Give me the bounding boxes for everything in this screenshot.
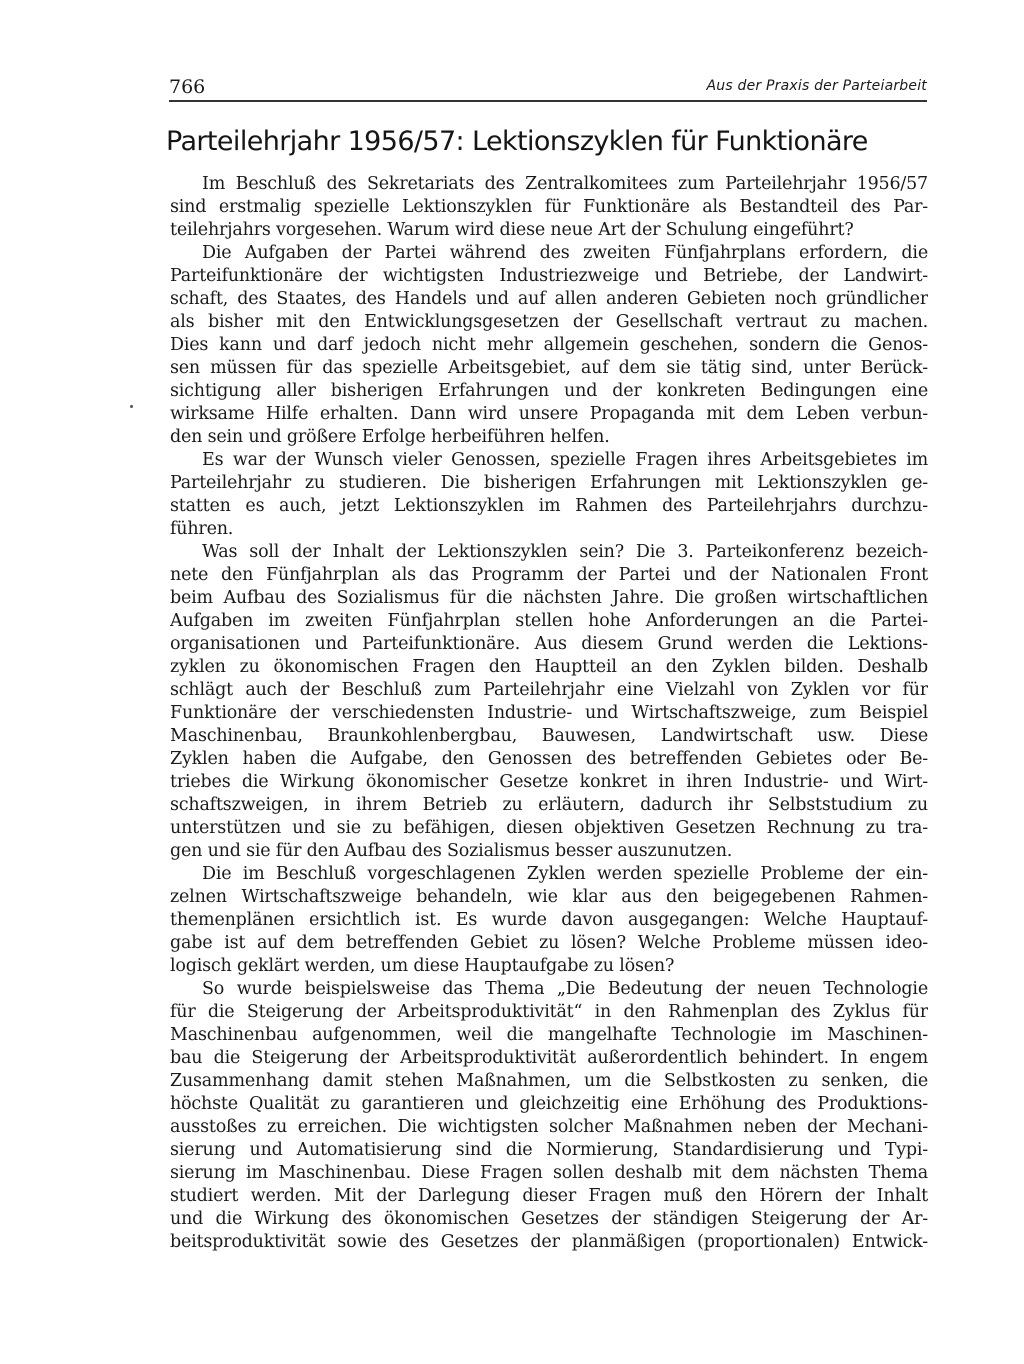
text-line: Im Beschluß des Sekretariats des Zentralkomitees zum Parteilehrjahr 1956/57 [202,174,928,194]
text-line: höchste Qualität zu garantieren und gleichzeitig eine Erhöhung des Produktions- [170,1094,928,1114]
text-line: studiert werden. Mit der Darlegung dieser Fragen muß den Hörern der Inhalt [170,1186,928,1206]
text-line: Die Aufgaben der Partei während des zweiten Fünfjahrplans erfordern, die [202,243,928,263]
text-line: und die Wirkung des ökonomischen Gesetzes der ständigen Steigerung der Ar- [170,1209,928,1229]
article-body [170,173,928,1254]
text-line: Es war der Wunsch vieler Genossen, spezielle Fragen ihres Arbeitsgebietes im [202,450,928,470]
text-line: ausstoßes zu erreichen. Die wichtigsten solcher Maßnahmen neben der Mechani- [170,1117,928,1137]
section-title: Aus der Praxis der Parteiarbeit [706,78,927,94]
text-line: sierung und Automatisierung sind die Normierung, Standardisierung und Typi- [170,1140,928,1160]
article-title: Parteilehrjahr 1956/57: Lektionszyklen für Funktionäre [166,126,868,157]
text-line: gabe ist auf dem betreffenden Gebiet zu lösen? Welche Probleme müssen ideo- [170,933,928,953]
text-line: Dies kann und darf jedoch nicht mehr allgemein geschehen, sondern die Genos- [170,335,928,355]
text-line: als bisher mit den Entwicklungsgesetzen der Gesellschaft vertraut zu machen. [170,312,928,332]
text-line: logisch geklärt werden, um diese Hauptaufgabe zu lösen? [170,956,675,976]
text-line: beim Aufbau des Sozialismus für die nächsten Jahre. Die großen wirtschaftlichen [170,588,928,608]
text-line: triebes die Wirkung ökonomischer Gesetze konkret in ihren Industrie- und Wirt- [170,772,928,792]
paragraph [170,173,928,242]
paragraph [170,541,928,863]
text-line: Die im Beschluß vorgeschlagenen Zyklen werden spezielle Probleme der ein- [202,864,928,884]
text-line: So wurde beispielsweise das Thema „Die Bedeutung der neuen Technologie [202,979,928,999]
text-line: sichtigung aller bisherigen Erfahrungen und der konkreten Bedingungen eine [170,381,928,401]
text-line: schlägt auch der Beschluß zum Parteilehrjahr eine Vielzahl von Zyklen vor für [170,680,928,700]
text-line: Zyklen haben die Aufgabe, den Genossen des betreffenden Gebietes oder Be- [170,749,928,769]
text-line: organisationen und Parteifunktionäre. Aus diesem Grund werden die Lektions- [170,634,928,654]
text-line: Parteilehrjahr zu studieren. Die bisherigen Erfahrungen mit Lektionszyklen ge- [170,473,928,493]
text-line: Funktionäre der verschiedensten Industrie- und Wirtschaftszweige, zum Beispiel [170,703,928,723]
text-line: sen müssen für das spezielle Arbeitsgebiet, auf dem sie tätig sind, unter Berück- [170,358,928,378]
text-line: für die Steigerung der Arbeitsproduktivität“ in den Rahmenplan des Zyklus für [170,1002,928,1022]
text-line: zyklen zu ökonomischen Fragen den Hauptteil an den Zyklen bilden. Deshalb [170,657,928,677]
text-line: sierung im Maschinenbau. Diese Fragen sollen deshalb mit dem nächsten Thema [170,1163,928,1183]
text-line: themenplänen ersichtlich ist. Es wurde davon ausgegangen: Welche Hauptauf- [170,910,928,930]
running-header [169,70,927,102]
text-line: Zusammenhang damit stehen Maßnahmen, um die Selbstkosten zu senken, die [170,1071,928,1091]
text-line: Parteifunktionäre der wichtigsten Industriezweige und Betriebe, der Landwirt- [170,266,928,286]
text-line: Maschinenbau, Braunkohlenbergbau, Bauwesen, Landwirtschaft usw. Diese [170,726,928,746]
text-line: Aufgaben im zweiten Fünfjahrplan stellen hohe Anforderungen an die Partei- [170,611,928,631]
text-line: Was soll der Inhalt der Lektionszyklen sein? Die 3. Parteikonferenz bezeich- [202,542,928,562]
margin-mark [130,405,133,408]
text-line: schaftszweigen, in ihrem Betrieb zu erläutern, dadurch ihr Selbststudium zu [170,795,928,815]
text-line: schaft, des Staates, des Handels und auf allen anderen Gebieten noch gründlicher [170,289,928,309]
text-line: führen. [170,519,234,539]
paragraph [170,242,928,449]
text-line: nete den Fünfjahrplan als das Programm der Partei und der Nationalen Front [170,565,928,585]
text-line: teilehrjahrs vorgesehen. Warum wird diese neue Art der Schulung eingeführt? [170,220,854,240]
text-line: zelnen Wirtschaftszweige behandeln, wie klar aus den beigegebenen Rahmen- [170,887,928,907]
text-line: unterstützen und sie zu befähigen, diesen objektiven Gesetzen Rechnung zu tra- [170,818,928,838]
text-line: wirksame Hilfe erhalten. Dann wird unsere Propaganda mit dem Leben verbun- [170,404,928,424]
text-line: beitsproduktivität sowie des Gesetzes der planmäßigen (proportionalen) Entwick- [170,1232,928,1252]
paragraph [170,863,928,978]
text-line: statten es auch, jetzt Lektionszyklen im Rahmen des Parteilehrjahrs durchzu- [170,496,928,516]
text-line: gen und sie für den Aufbau des Sozialismus besser auszunutzen. [170,841,733,861]
paragraph [170,449,928,541]
page-number: 766 [169,76,206,98]
text-line: Maschinenbau aufgenommen, weil die mangelhafte Technologie im Maschinen- [170,1025,928,1045]
text-line: den sein und größere Erfolge herbeiführen helfen. [170,427,610,447]
text-line: sind erstmalig spezielle Lektionszyklen für Funktionäre als Bestandteil des Par- [170,197,928,217]
paragraph [170,978,928,1254]
text-line: bau die Steigerung der Arbeitsproduktivität außerordentlich behindert. In engem [170,1048,928,1068]
